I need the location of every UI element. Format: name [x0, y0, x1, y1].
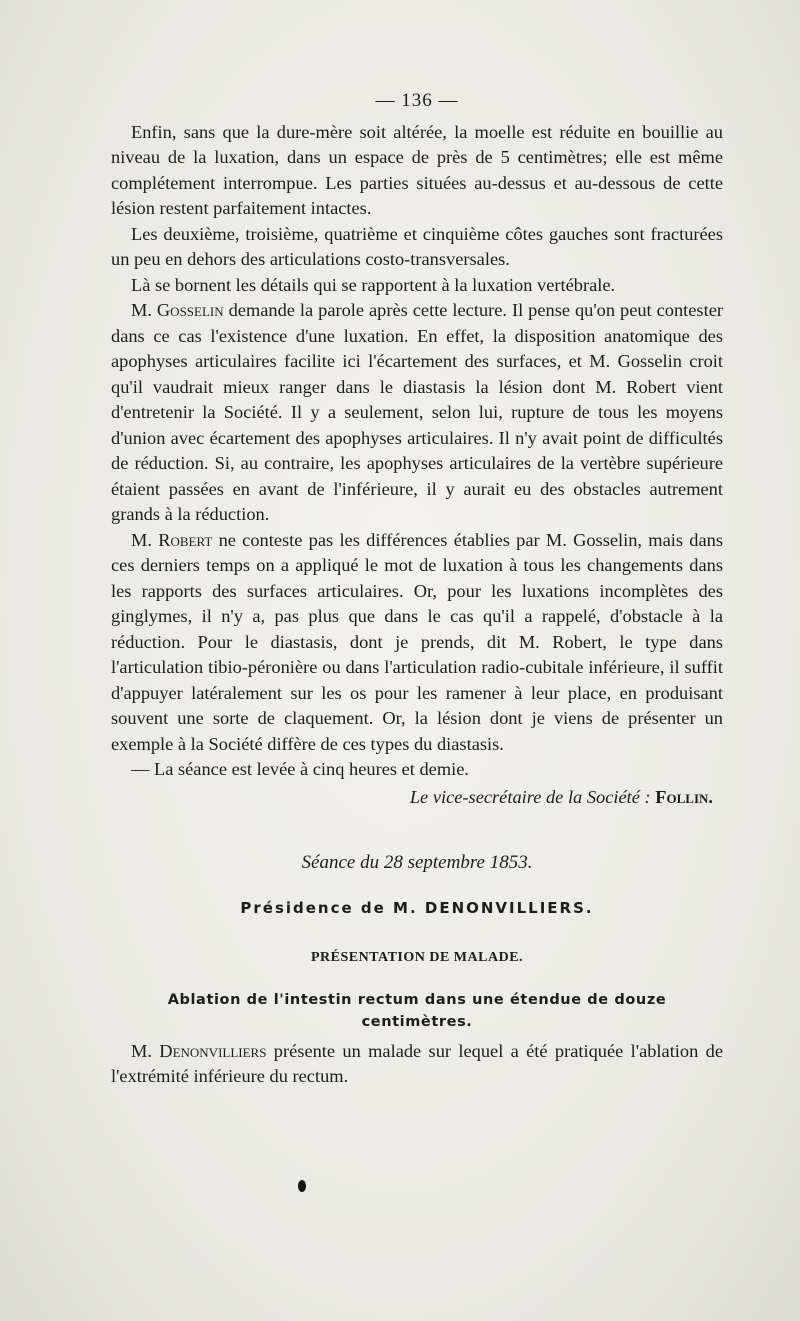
paragraph-seance-levee — [111, 757, 723, 783]
signature-name: Follin. — [655, 786, 713, 807]
paragraph-gosselin — [111, 298, 723, 528]
paragraph-cotes — [111, 222, 723, 273]
paragraph-text: — La séance est levée à cinq heures et demie. — [131, 759, 470, 779]
paragraph-text: présente un malade sur lequel a été pratiquée l'ablation de l'extrémité inférieure du rectum. — [111, 1040, 723, 1086]
paragraph-robert — [111, 528, 723, 758]
presentation-heading: PRÉSENTATION DE MALADE. — [310, 950, 524, 965]
speaker-prefix: M. — [131, 300, 157, 320]
speaker-prefix: M. — [131, 529, 159, 550]
ablation-heading: Ablation de l'intestin rectum dans une étendue de douze centimètres. — [167, 991, 667, 1030]
ink-spot — [298, 1180, 306, 1192]
paragraph-text: ne conteste pas les différences établies par M. Gosselin, mais dans ces derniers temps on a appliqué le mot de luxation à tous les changements dans les rapports des surfaces articulaires. Or, pour les luxations incomplètes des ginglymes, il n'y a, pas plus que dans le cas qu'il a rappelé, d'obstacle à la réduction. Pour le diastasis, dont je prends, dit M. Robert, le type dans l'articulation tibio-péronière ou dans l'articulation radio-cubitale inférieure, il suffit d'appuyer latéralement sur les os pour les ramener à leur place, en produisant souvent une sorte de claquement. Or, la lésion dont je viens de présenter un exemple à la Société diffère de ces types du diastasis. — [111, 529, 723, 754]
paragraph-text: Là se bornent les détails qui se rapportent à la luxation vertébrale. — [131, 274, 616, 295]
paragraph-text: Les deuxième, troisième, quatrième et cinquième côtes gauches sont fracturées un peu en dehors des articulations costo-transversales. — [111, 223, 723, 269]
seance-heading: Séance du 28 septembre 1853. — [301, 852, 533, 873]
paragraph-details — [111, 273, 723, 299]
paragraph-moelle — [111, 120, 723, 222]
presidence-heading: Présidence de M. DENONVILLIERS. — [240, 898, 594, 917]
signature — [111, 785, 723, 811]
paragraph-text: demande la parole après cette lecture. Il pense qu'on peut contester dans ce cas l'existence d'une luxation. En effet, la disposition anatomique des apophyses articulaires facilite ici l'écartement des surfaces, et M. Gosselin croit qu'il vaudrait mieux ranger dans le diastasis la lésion dont M. Robert vient d'entretenir la Société. Il y a seulement, selon lui, rupture de tous les moyens d'union avec écartement des apophyses articulaires. Il n'y avait point de difficultés de réduction. Si, au contraire, les apophyses articulaires de la vertèbre supérieure étaient passées en avant de l'inférieure, il y aurait eu des obstacles autrement grands à la réduction. — [111, 300, 723, 524]
signature-text: Le vice-secrétaire de la Société : — [409, 786, 656, 807]
speaker-prefix: M. — [131, 1040, 160, 1061]
speaker-name: Robert — [158, 529, 213, 550]
text-column — [111, 88, 723, 1090]
speaker-name: Gosselin — [156, 300, 224, 320]
paragraph-text: Enfin, sans que la dure-mère soit altérée, la moelle est réduite en bouillie au niveau de la luxation, dans un espace de près de 5 centimètres; elle est même complétement interrompue. Les parties situées au-dessus et au-dessous de cette lésion restent parfaitement intactes. — [111, 121, 723, 218]
speaker-name: Denonvilliers — [159, 1040, 267, 1061]
paragraph-denonvilliers — [111, 1039, 723, 1090]
page-number: — 136 — — [375, 90, 459, 111]
